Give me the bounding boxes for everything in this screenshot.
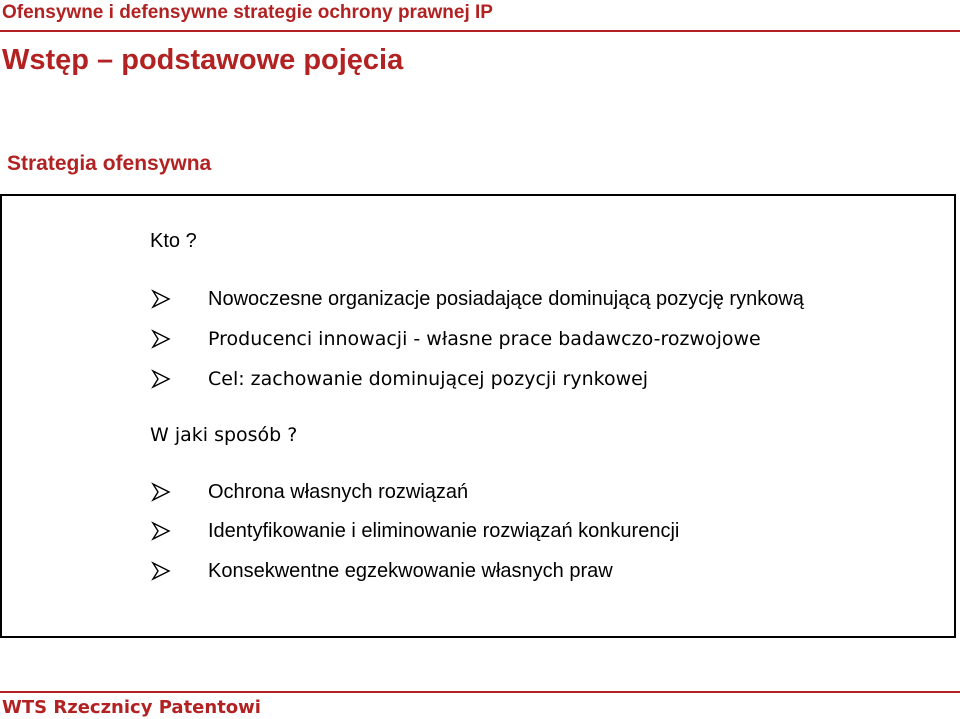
bullet-text: Konsekwentne egzekwowanie własnych praw: [208, 559, 613, 582]
arrowhead-bullet-icon: [150, 368, 172, 390]
slide-title: Wstęp – podstawowe pojęcia: [2, 44, 404, 76]
bullet-text: Nowoczesne organizacje posiadające dominującą pozycję rynkową: [208, 287, 804, 310]
arrowhead-bullet-icon: [150, 328, 172, 350]
question-who: Kto ?: [150, 230, 197, 252]
arrowhead-bullet-icon: [150, 288, 172, 310]
bullet-text: Cel: zachowanie dominującej pozycji rynkowej: [208, 368, 649, 390]
list-item: [150, 558, 613, 584]
list-item: [150, 518, 679, 544]
list-item: [150, 479, 468, 505]
header-title: Ofensywne i defensywne strategie ochrony prawnej IP: [2, 2, 493, 23]
arrowhead-bullet-icon: [150, 560, 172, 582]
footer-divider: [0, 691, 960, 693]
list-item: [150, 326, 761, 352]
bullet-text: Ochrona własnych rozwiązań: [208, 480, 469, 503]
arrowhead-bullet-icon: [150, 520, 172, 542]
bullet-text: Producenci innowacji - własne prace badawczo-rozwojowe: [208, 328, 761, 350]
arrowhead-bullet-icon: [150, 481, 172, 503]
section-label: Strategia ofensywna: [7, 152, 212, 175]
list-item: [150, 366, 648, 392]
footer-company-name: WTS Rzecznicy Patentowi: [2, 697, 261, 718]
list-item: [150, 286, 804, 312]
header-divider: [0, 30, 960, 32]
bullet-text: Identyfikowanie i eliminowanie rozwiązań konkurencji: [208, 519, 680, 542]
question-how: W jaki sposób ?: [150, 424, 298, 446]
